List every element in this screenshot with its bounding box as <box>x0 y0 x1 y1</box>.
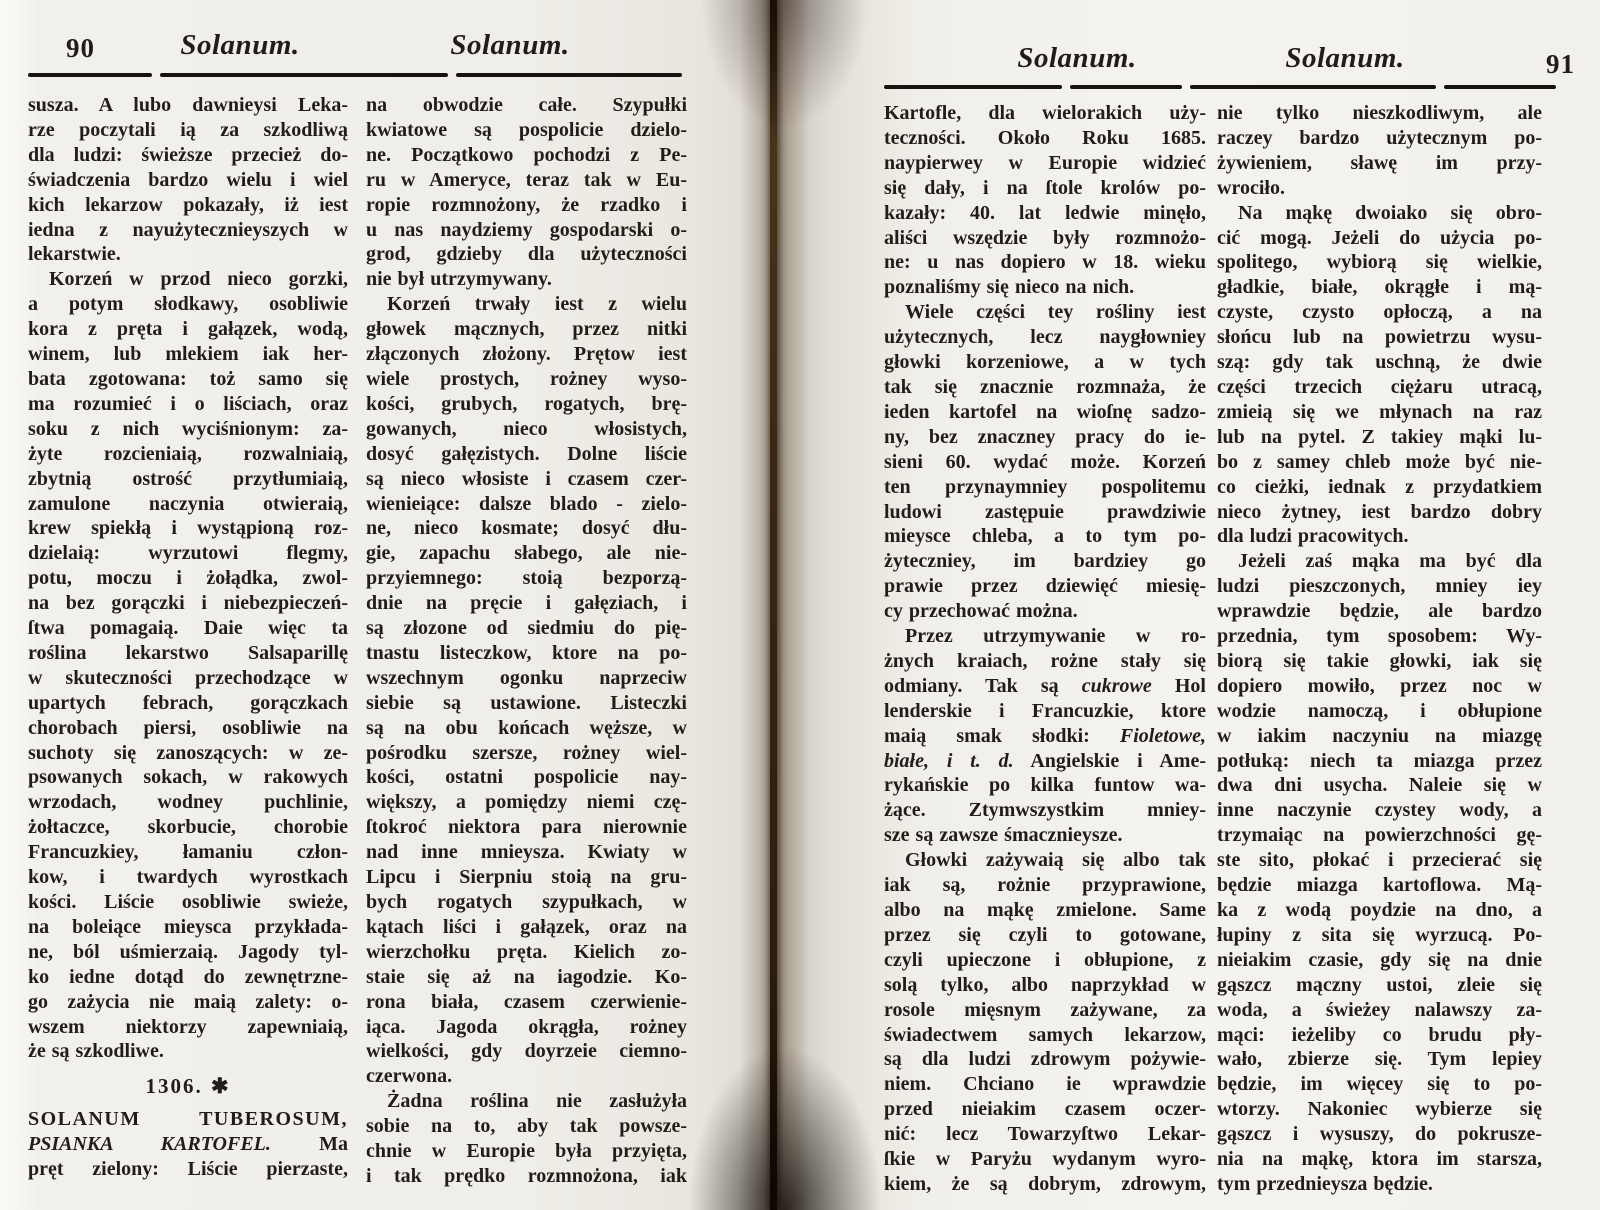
text-line: rze poczytali ią za szkodliwą <box>28 118 348 141</box>
text-line: rona biała, czasem czerwienie- <box>366 990 687 1013</box>
text-line: Lipcu i Sierpniu stoią na gru- <box>366 866 687 889</box>
text-line: czerwona. <box>366 1065 453 1088</box>
text-line: nieco żytney, iest bardzo dobry <box>1217 500 1542 523</box>
text-line: SOLANUM TUBEROSUM, <box>28 1108 348 1131</box>
text-line: dzielaią: wyrzutowi flegmy, <box>28 542 348 565</box>
text-line: ne. Początkowo pochodzi z Pe- <box>366 143 687 166</box>
text-line: wprawdzie będzie, ale bardzo <box>1217 600 1542 623</box>
text-line: Kartofle, dla wielorakich uży- <box>884 102 1206 124</box>
text-line: na boleiące mieysca przykłada- <box>28 915 348 938</box>
text-line: lub na pytel. Z takiey mąki lu- <box>1217 425 1542 448</box>
rule-segment <box>160 73 448 77</box>
text-line: tym przednieysza będzie. <box>1217 1172 1433 1195</box>
text-line: teczności. Około Roku 1685. <box>884 126 1206 149</box>
text-line: nieiakim czasie, gdy się na dnie <box>1217 948 1542 971</box>
text-line: wrociło. <box>1217 176 1285 199</box>
column-91-2 <box>1217 101 1542 1197</box>
text-line: dosyć gałęzistych. Dolne liście <box>366 442 687 465</box>
text-line: bata zgotowana: toż samo się <box>28 367 348 390</box>
text-line: złączonych złożony. Prętow iest <box>366 343 687 366</box>
text-line: Żadna roślina nie zasłużyła <box>387 1090 687 1113</box>
text-line: siebie są ustawione. Listeczki <box>366 691 687 714</box>
text-line: gąszcz i wysuszy, do pokrusze- <box>1217 1123 1542 1146</box>
text-line: soku z nich wyciśnionym: za- <box>28 417 348 440</box>
text-line: co cieżki, iednak z przydatkiem <box>1217 475 1542 498</box>
text-line: ru w Ameryce, teraz tak w Eu- <box>366 168 687 191</box>
text-line: raczey bardzo użytecznym po- <box>1217 126 1542 149</box>
header-rule-91 <box>884 85 1556 89</box>
text-line: nie był utrzymywany. <box>366 268 552 291</box>
text-line: ſtokroć niektora para nierownie <box>366 816 687 839</box>
text-line: potłuką: niech ta miazga przez <box>1217 749 1542 772</box>
text-line: ko iedne dotąd do zewnętrzne- <box>28 965 348 988</box>
text-line: grod, gdzieby dla użyteczności <box>366 243 687 266</box>
text-line: i tak prędko rozmnożona, iak <box>366 1164 687 1187</box>
text-line: głowki korzeniowe, a w tych <box>884 351 1206 374</box>
text-line: wienieiące: dalsze blado - zielo- <box>366 492 687 515</box>
text-line: kości, ostatni pospolicie nay- <box>366 766 687 789</box>
text-line: są dla ludzi zdrowym pożywie- <box>884 1048 1206 1071</box>
text-line: czyli upieczone i obłupione, z <box>884 948 1206 971</box>
text-line: ieden kartofel na wioſnę sadzo- <box>884 400 1206 423</box>
text-line: woda, a świeżey nalawszy za- <box>1217 998 1542 1021</box>
rule-segment <box>884 85 1062 89</box>
text-line: rosole mięsnym zażywane, za <box>884 998 1206 1021</box>
text-line: nia na mąkę, ktora im starsza, <box>1217 1148 1542 1171</box>
text-line: nad inne mnieysza. Kwiaty w <box>366 841 687 864</box>
text-line: a potym słodkawy, osobliwie <box>28 293 348 316</box>
text-line: potu, moczu i żołądka, zwol- <box>28 567 348 590</box>
text-line: chnie w Europie była przyięta, <box>366 1140 687 1163</box>
text-line: sieni 60. wydać może. Korzeń <box>884 450 1206 473</box>
text-line: ka z wodą poydzie na dno, a <box>1217 899 1542 921</box>
gutter-shadow-bottom <box>690 1050 880 1210</box>
header-rule-90 <box>28 73 682 77</box>
text-line: kwiatowe są pospolicie dzielo- <box>366 118 687 141</box>
text-line: PSIANKA KARTOFEL. Ma <box>28 1133 348 1156</box>
text-line: aliści wszędzie były rozmnożo- <box>884 226 1206 249</box>
text-line: staie się aż na iagodzie. Ko- <box>366 965 687 988</box>
text-line: świadectwem samych lekarzow, <box>884 1023 1206 1046</box>
text-line: tak się znacznie rozmnaża, że <box>884 375 1206 398</box>
text-line: kiem, że są dobrym, zdrowym, <box>884 1172 1206 1195</box>
text-line: wtorzy. Nakoniec wybierze się <box>1217 1098 1542 1121</box>
text-line: poznaliśmy się nieco na nich. <box>884 276 1135 299</box>
page-number-90: 90 <box>66 33 95 63</box>
text-line: Francuzkiey, łamaniu człon- <box>28 841 348 864</box>
text-line: nie tylko nieszkodliwym, ale <box>1217 102 1542 124</box>
text-line: żołtaczce, skorbucie, chorobie <box>28 816 348 839</box>
column-91-1 <box>884 101 1206 1197</box>
text-line: 1306. ✱ <box>145 1074 231 1099</box>
text-line: krew spiekłą i wystąpioną roz- <box>28 517 348 540</box>
text-line: na bez gorączki i niebezpieczeń- <box>28 592 348 615</box>
text-line: spolitego, wybiorą się wielkie, <box>1217 251 1542 274</box>
text-line: upartych febrach, gorączkach <box>28 691 348 714</box>
text-line: żywieniem, sławę im przy- <box>1217 151 1542 174</box>
text-line: albo na mąkę zmielone. Same <box>884 899 1206 921</box>
text-line: kości, grubych, rogatych, brę- <box>366 392 687 415</box>
text-line: lekarstwie. <box>28 243 121 266</box>
text-line: nić: lecz Towarzyſtwo Lekar- <box>884 1123 1206 1146</box>
text-line: świadczenia bardzo wielu i wiel <box>28 168 348 191</box>
text-line: rykańskie po kilka funtow wa- <box>884 774 1206 797</box>
text-line: żnych kraiach, rożne stały się <box>884 649 1206 672</box>
text-line: ſtwa pomagaią. Daie więc ta <box>28 617 348 640</box>
text-line: bo z samey chleb może być nie- <box>1217 450 1542 473</box>
rule-segment <box>1444 85 1556 89</box>
text-line: sze są zawsze śmacznieysze. <box>884 824 1123 847</box>
text-line: wierzchołku pręta. Kielich zo- <box>366 940 687 963</box>
text-line: szą: gdy tak uschną, że dwie <box>1217 351 1542 374</box>
text-line: ny, bez znaczney pracy do ie- <box>884 425 1206 448</box>
text-line: przed nieiakim czasem oczer- <box>884 1098 1206 1121</box>
text-line: dwa dni usycha. Naleie się w <box>1217 774 1542 797</box>
text-line: winem, lub mlekiem iak her- <box>28 343 348 366</box>
text-line: kości. Liście osobliwie swieże, <box>28 891 348 913</box>
text-line: cić mogą. Jeżeli do użycia po- <box>1217 226 1542 249</box>
text-line: Korzeń w przod nieco gorzki, <box>49 268 348 291</box>
text-line: przez się czyli to gotowane, <box>884 923 1206 946</box>
text-line: części trzecich ciężaru utracą, <box>1217 375 1542 398</box>
text-line: roślina lekarstwo Salsaparillę <box>28 641 348 664</box>
text-line: żyteczniey, im bardziey go <box>884 550 1206 573</box>
text-line: Korzeń trwały iest z wielu <box>387 293 687 316</box>
text-line: wszechnym ogonku naprzeciw <box>366 666 687 689</box>
text-line: są na obu końcach węższe, w <box>366 716 687 739</box>
text-line: zamulone naczynia otwieraią, <box>28 492 348 515</box>
text-line: wrzodach, wodney puchlinie, <box>28 791 348 814</box>
binding-crease <box>770 0 777 1210</box>
text-line: ten przynaymniey pospolitemu <box>884 475 1206 498</box>
page-number-91: 91 <box>1546 49 1575 79</box>
running-head-90-col2: Solanum. <box>450 29 570 61</box>
text-line: psowanych sokach, w rakowych <box>28 766 348 789</box>
text-line: u nas naydziemy gospodarski o- <box>366 218 687 241</box>
text-line: w iakim naczyniu na miazgę <box>1217 724 1542 747</box>
text-line: kich lekarzow pokazały, iż iest <box>28 193 348 216</box>
text-line: w skuteczności przechodzące w <box>28 666 348 689</box>
text-line: biorą się takie głowki, iak się <box>1217 649 1542 672</box>
text-line: go zażycia nie maią zalety: o- <box>28 990 348 1013</box>
text-line: większy, a pomiędzy niemi czę- <box>366 791 687 814</box>
text-line: się dały, i na ſtole krolów po- <box>884 176 1206 199</box>
text-line: mieysce chleba, a to tym po- <box>884 525 1206 548</box>
rule-segment <box>1190 85 1436 89</box>
text-line: suchoty się zanoszących: w ze- <box>28 741 348 764</box>
running-head-91-col2: Solanum. <box>1285 42 1405 74</box>
text-line: ste sito, płokać i przecierać się <box>1217 849 1542 872</box>
text-line: ne, nieco kosmate; dosyć dłu- <box>366 517 687 540</box>
text-line: kazały: 40. lat ledwie minęło, <box>884 201 1206 224</box>
text-line: gładkie, białe, okrągłe i mą- <box>1217 276 1542 299</box>
text-line: żące. Ztymwszystkim mniey- <box>884 799 1206 822</box>
text-line: głowek mącznych, przez nitki <box>366 318 687 341</box>
text-line: kątach liści i gałązek, oraz na <box>366 915 687 938</box>
text-line: słońcu lub na powietrzu wysu- <box>1217 326 1542 349</box>
text-line: iąca. Jagoda okrągła, rożney <box>366 1015 687 1038</box>
text-line: solą tylko, albo naprzykład w <box>884 973 1206 996</box>
text-line: iak są, rożnie przyprawione, <box>884 874 1206 897</box>
page-90 <box>0 0 772 1210</box>
text-line: wodzie namoczą, i obłupione <box>1217 699 1542 722</box>
rule-segment <box>456 73 682 77</box>
text-line: ropie rozmnożony, że rzadko i <box>366 193 687 216</box>
text-line: wielkości, gdy doyrzeie ciemno- <box>366 1040 687 1063</box>
text-line: prawie przez dziewięć miesię- <box>884 575 1206 598</box>
column-90-2 <box>366 93 687 1189</box>
text-line: ne: u nas dopiero w 18. wieku <box>884 251 1206 274</box>
text-line: łupiny z sita się wyrzucą. Po- <box>1217 923 1542 946</box>
text-line: tnastu listeczkow, ktore na po- <box>366 641 687 664</box>
text-line: będzie miazga kartoflowa. Mą- <box>1217 874 1542 897</box>
column-90-1 <box>28 93 348 1182</box>
text-line: na obwodzie całe. Szypułki <box>366 94 687 116</box>
text-line: gie, zapachu słabego, ale nie- <box>366 542 687 565</box>
text-line: przednia, tym sposobem: Wy- <box>1217 625 1542 648</box>
text-line: sobie na to, aby tak powsze- <box>366 1115 687 1138</box>
text-line: mąci: ieżeliby co brudu pły- <box>1217 1023 1542 1046</box>
text-line: są złozone od siedmiu do pię- <box>366 617 687 640</box>
running-head-91-col1: Solanum. <box>1017 42 1137 74</box>
text-line: żyte rozcieniaią, rozwalniaią, <box>28 442 348 465</box>
text-line: dla ludzi: świeższe przecież do- <box>28 143 348 166</box>
text-line: ludzi pieszczonych, mniey iey <box>1217 575 1542 598</box>
rule-segment <box>28 73 152 77</box>
text-line: Na mąkę dwoiako się obro- <box>1238 201 1542 224</box>
text-line: gowanych, nieco włosistych, <box>366 417 687 440</box>
text-line: trzymaiąc na powierzchności gę- <box>1217 824 1542 847</box>
text-line: chorobach piersi, osobliwie na <box>28 716 348 739</box>
text-line: są nieco włosiste i czasem czer- <box>366 467 687 490</box>
text-line: przyiemnego: stoią bezporzą- <box>366 567 687 590</box>
text-line: iedna z nayużytecznieyszych w <box>28 218 348 241</box>
text-line: kow, i twardych wyrostkach <box>28 866 348 889</box>
running-head-90-col1: Solanum. <box>180 29 300 61</box>
text-line: ne, ból uśmierzaią. Jagody tyl- <box>28 940 348 963</box>
rule-segment <box>1070 85 1182 89</box>
text-line: niem. Chciano ie wprawdzie <box>884 1073 1206 1096</box>
text-line: Wiele części tey rośliny iest <box>905 301 1206 324</box>
text-line: naypierwey w Europie widzieć <box>884 151 1206 174</box>
text-line: kora z pręta i gałązek, wodą, <box>28 318 348 341</box>
text-line: wszem niektorzy zapewniaią, <box>28 1015 348 1038</box>
text-line: użytecznych, lecz naygłowniey <box>884 326 1206 349</box>
text-line: białe, i t. d. Angielskie i Ame- <box>884 749 1206 772</box>
text-line: zbytnią ostrość przytłumiaią, <box>28 467 348 490</box>
text-line: inne naczynie czystey wody, a <box>1217 799 1542 822</box>
text-line: cy przechować można. <box>884 600 1078 623</box>
text-line: dopiero mowiło, przez noc w <box>1217 674 1542 697</box>
text-line: będzie, im więcey się to po- <box>1217 1073 1542 1096</box>
text-line: wiele prostych, rożney wyso- <box>366 367 687 390</box>
text-line: czyste, czysto opłoczą, a na <box>1217 301 1542 324</box>
text-line: dla ludzi pracowitych. <box>1217 525 1409 548</box>
text-line: maią smak słodki: Fioletowe, <box>884 724 1206 747</box>
text-line: Głowki zażywaią się albo tak <box>905 849 1206 872</box>
text-line: lenderskie i Francuzkie, ktore <box>884 699 1206 722</box>
text-line: ſkie w Paryżu wydanym wyro- <box>884 1148 1206 1171</box>
text-line: że są szkodliwe. <box>28 1040 164 1063</box>
text-line: wało, zbierze się. Tym lepiey <box>1217 1048 1542 1071</box>
text-line: odmiany. Tak są cukrowe Hol <box>884 674 1206 697</box>
text-line: Przez utrzymywanie w ro- <box>905 625 1206 648</box>
gutter-shadow-top <box>700 0 870 130</box>
text-line: Jeżeli zaś mąka ma być dla <box>1238 550 1542 573</box>
text-line: susza. A lubo dawnieysi Leka- <box>28 94 348 116</box>
text-line: bych rogatych szypułkach, w <box>366 891 687 913</box>
text-line: dnie na pręcie i gałęziach, i <box>366 592 687 615</box>
text-line: gąszcz mączny ustoi, zleie się <box>1217 973 1542 996</box>
text-line: ludowi zastępuie prawdziwie <box>884 500 1206 523</box>
text-line: zmieią się we młynach na raz <box>1217 400 1542 423</box>
text-line: pośrodku szersze, rożney wiel- <box>366 741 687 764</box>
text-line: ma rozumieć i o liściach, oraz <box>28 392 348 415</box>
text-line: pręt zielony: Liście pierzaste, <box>28 1158 348 1181</box>
